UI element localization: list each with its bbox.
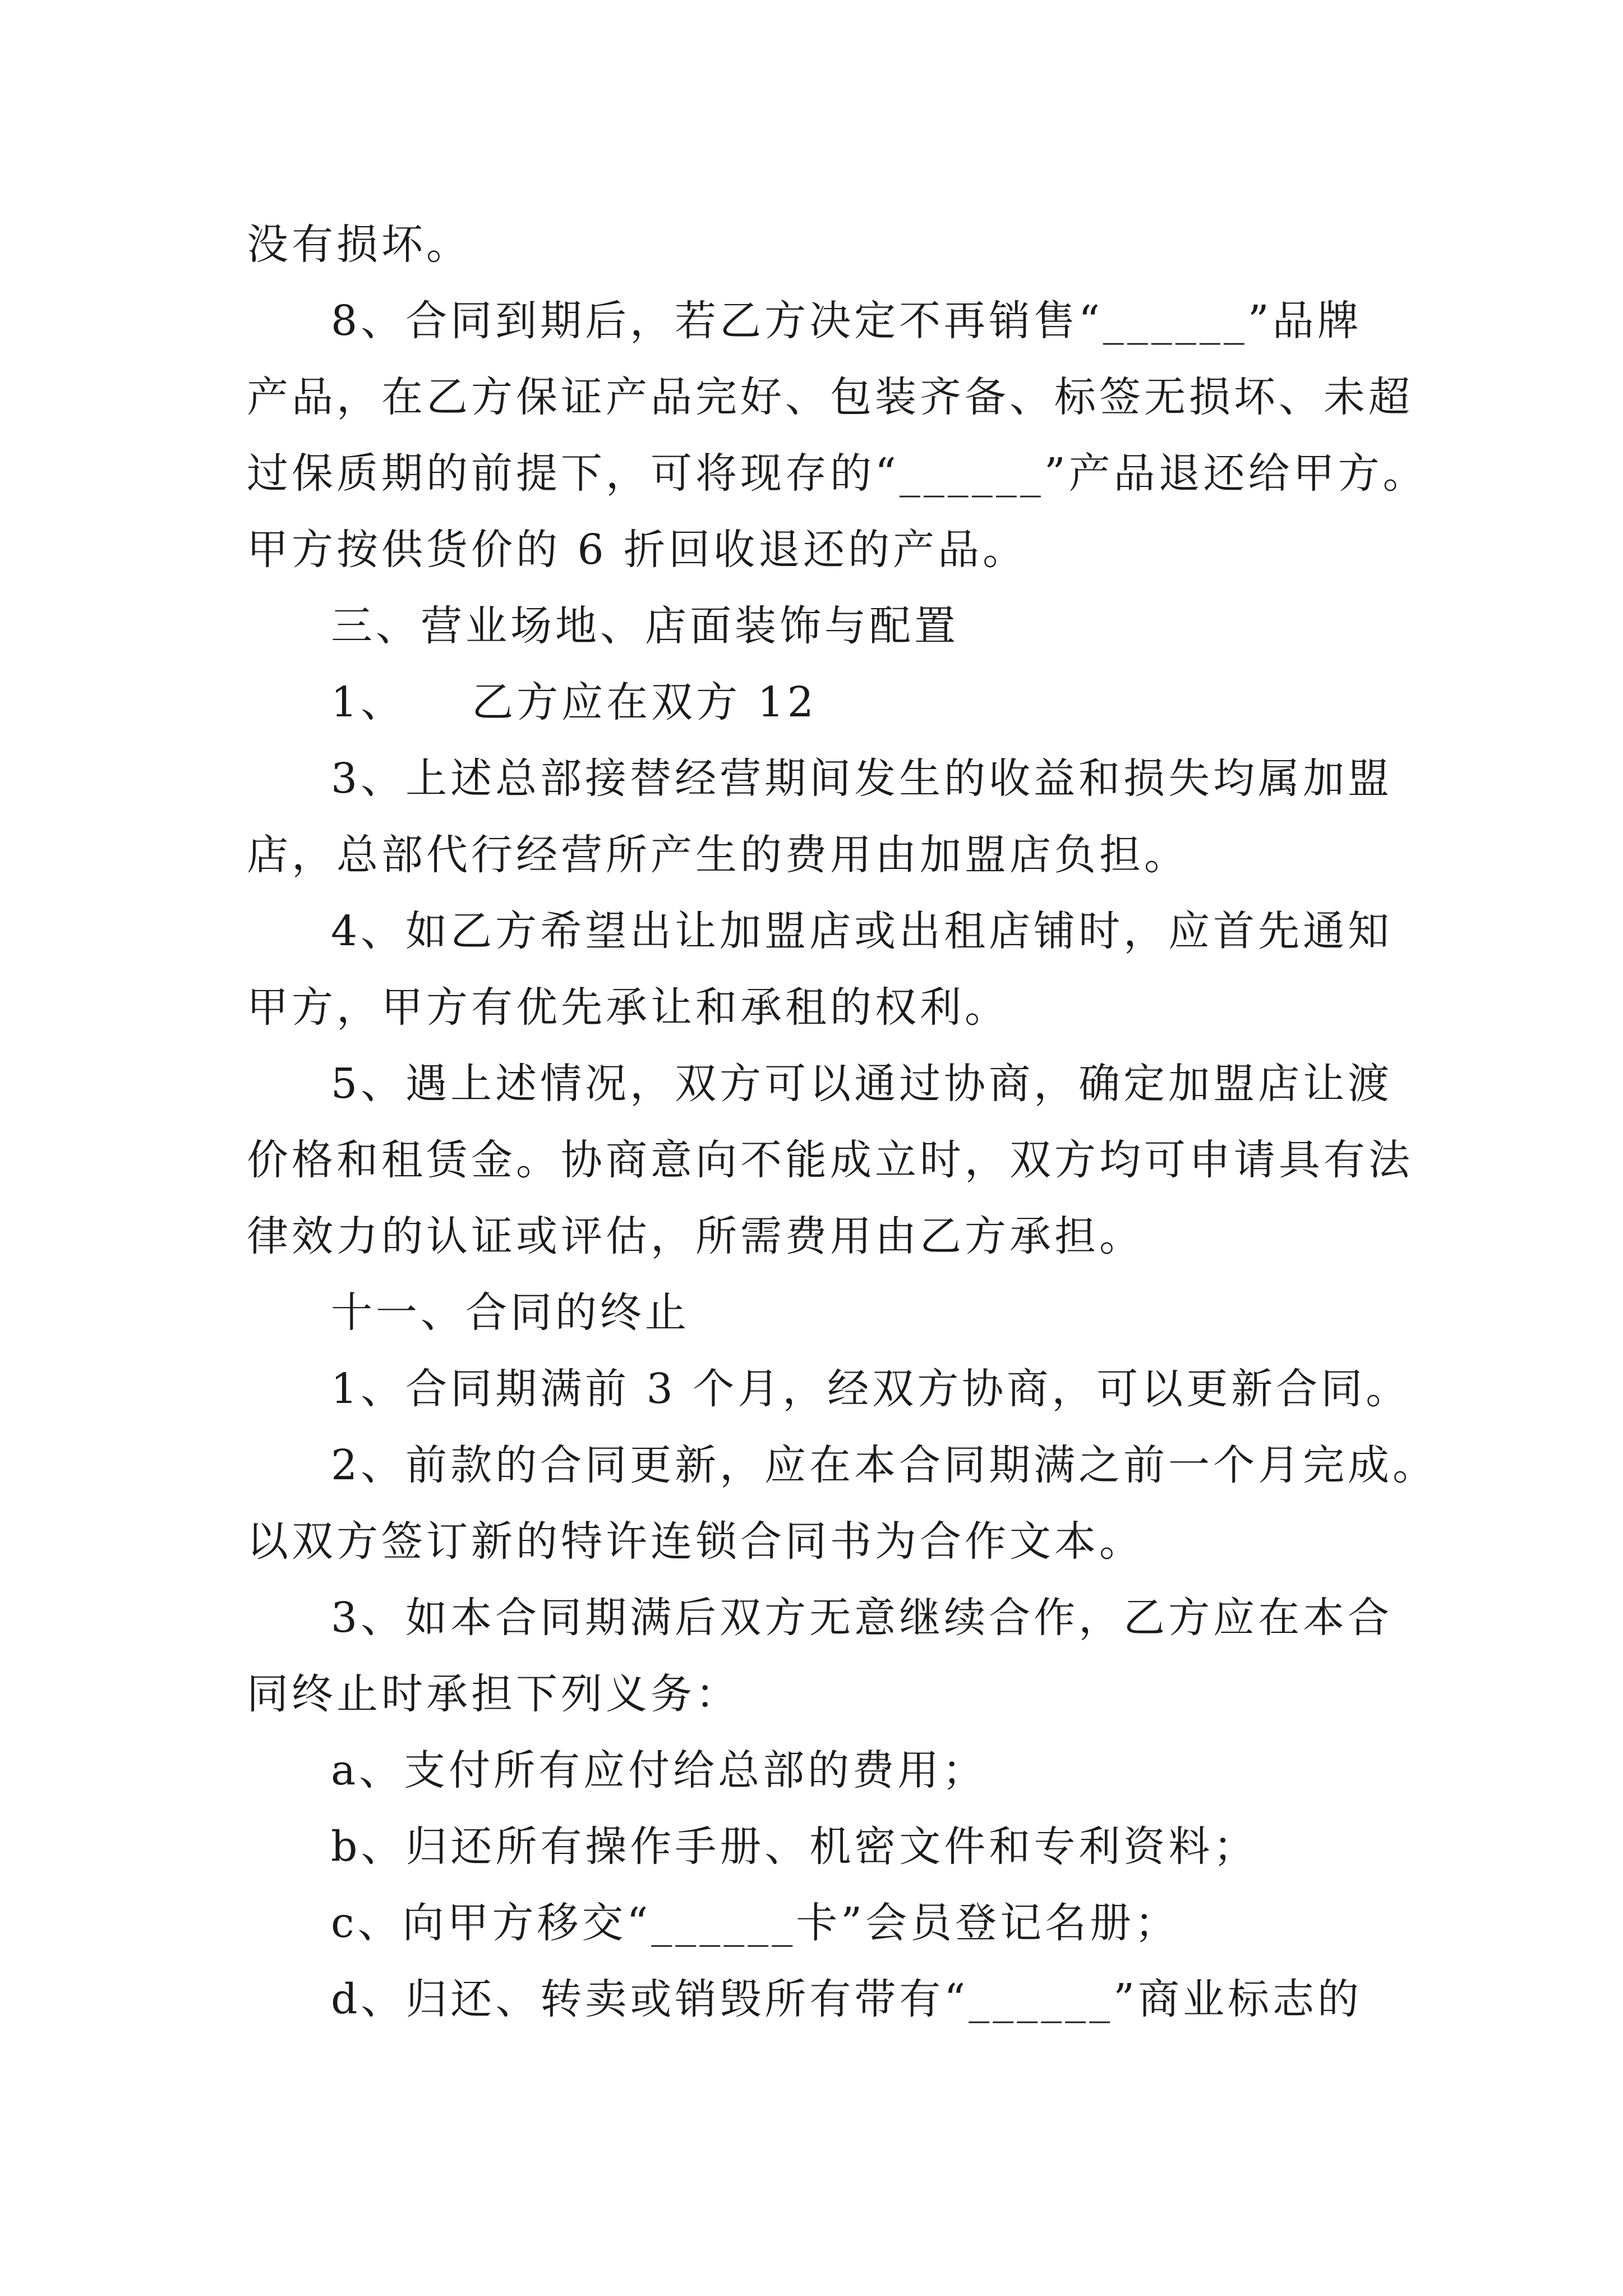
text-line: 产品，在乙方保证产品完好、包装齐备、标签无损坏、未超 (247, 373, 1413, 421)
document-body (247, 206, 1438, 2037)
text-line: 律效力的认证或评估，所需费用由乙方承担。 (247, 1212, 1144, 1260)
section-heading: 三、营业场地、店面装饰与配置 (331, 602, 959, 650)
text-line: 3、如本合同期满后双方无意继续合作，乙方应在本合 (331, 1594, 1393, 1642)
text-line: 店，总部代行经营所产生的费用由加盟店负担。 (247, 831, 1189, 879)
text-line: 1、 乙方应在双方 12 (331, 678, 817, 726)
text-line: 2、前款的合同更新，应在本合同期满之前一个月完成。 (331, 1441, 1438, 1489)
text-line: 甲方按供货价的 6 折回收退还的产品。 (247, 526, 1028, 574)
list-item: a、支付所有应付给总部的费用； (331, 1746, 988, 1795)
text-line: 5、遇上述情况，双方可以通过协商，确定加盟店让渡 (331, 1060, 1393, 1108)
text-line: 没有损坏。 (247, 220, 471, 269)
text-line: 4、如乙方希望出让加盟店或出租店铺时，应首先通知 (331, 907, 1393, 955)
list-item: c、向甲方移交“______卡”会员登记名册； (331, 1899, 1180, 1947)
text-line: 价格和租赁金。协商意向不能成立时，双方均可申请具有法 (247, 1136, 1413, 1184)
text-line: 过保质期的前提下，可将现存的“______”产品退还给甲方。 (247, 449, 1428, 498)
list-item: d、归还、转卖或销毁所有带有“______”商业标志的 (331, 1975, 1363, 2023)
list-item: b、归还所有操作手册、机密文件和专利资料； (331, 1823, 1258, 1871)
text-line: 8、合同到期后，若乙方决定不再销售“______”品牌 (331, 297, 1362, 345)
text-line: 1、合同期满前 3 个月，经双方协商，可以更新合同。 (331, 1365, 1411, 1413)
section-heading: 十一、合同的终止 (331, 1289, 690, 1337)
text-line: 3、上述总部接替经营期间发生的收益和损失均属加盟 (331, 754, 1393, 803)
text-line: 以双方签订新的特许连锁合同书为合作文本。 (247, 1517, 1144, 1566)
text-line: 甲方，甲方有优先承让和承租的权利。 (247, 983, 1009, 1032)
text-line: 同终止时承担下列义务： (247, 1670, 740, 1718)
